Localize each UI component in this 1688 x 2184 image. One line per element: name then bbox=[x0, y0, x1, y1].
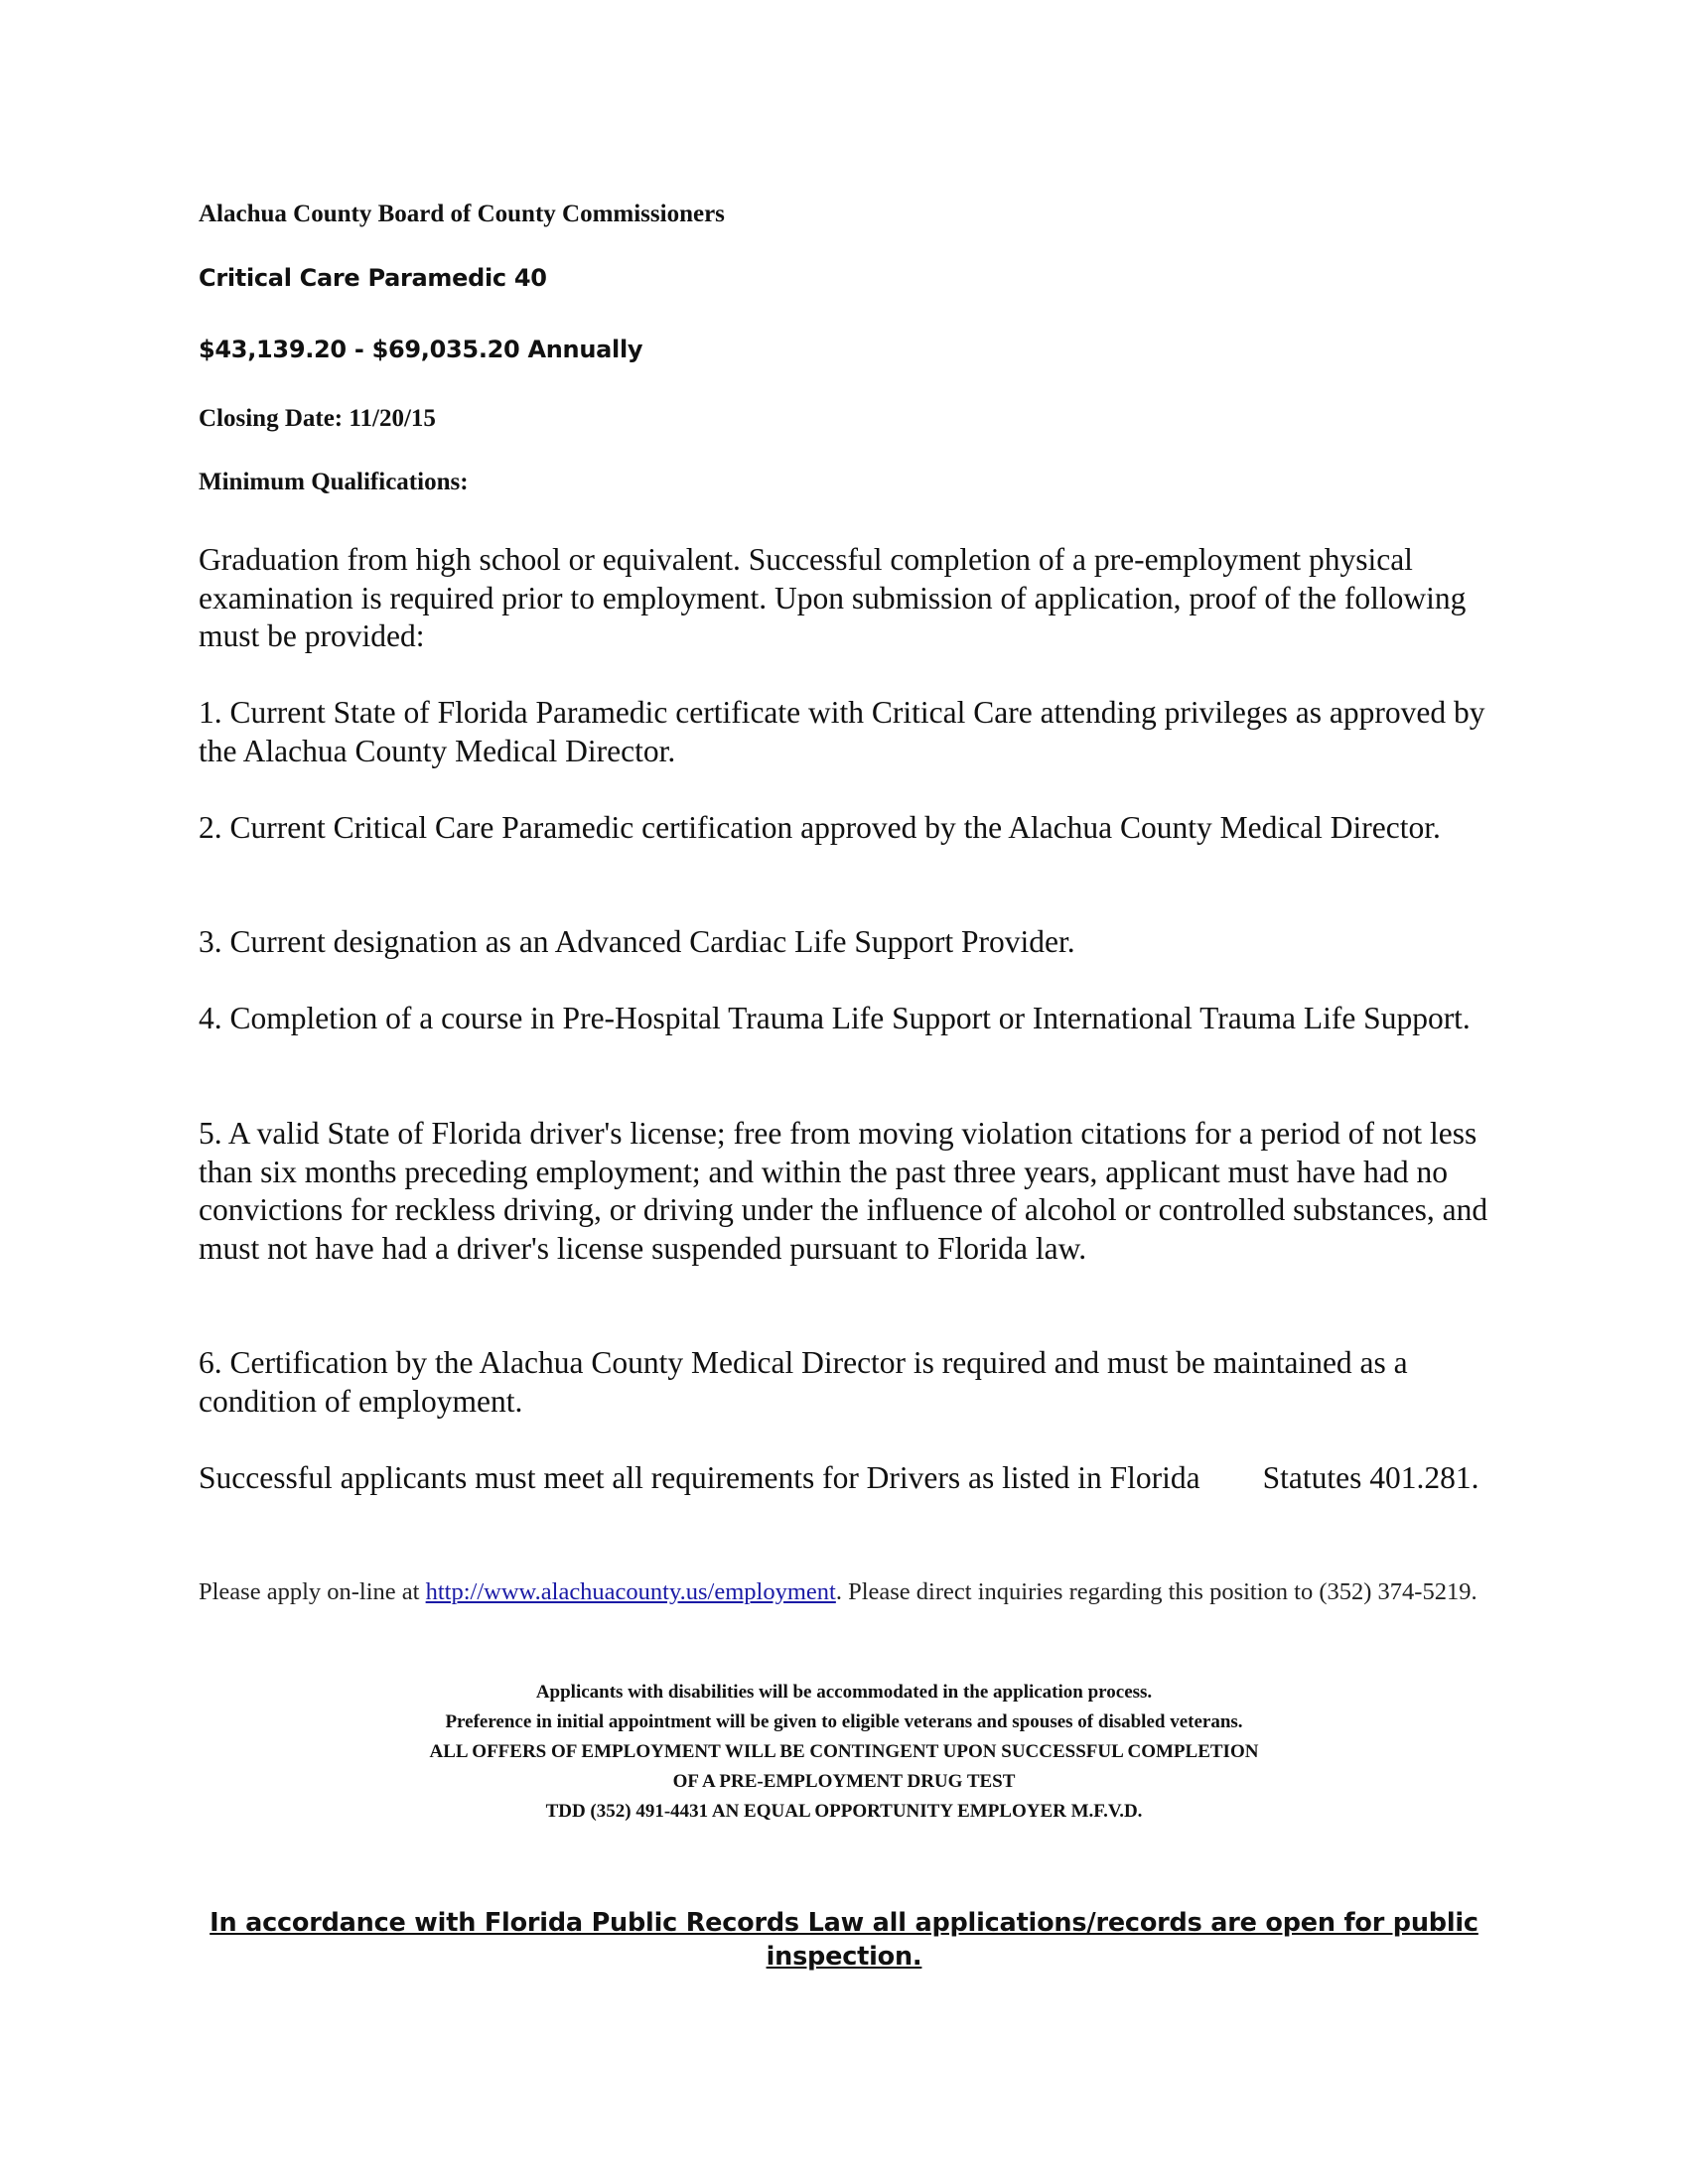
eeo-line-4: OF A PRE-EMPLOYMENT DRUG TEST bbox=[672, 1771, 1016, 1792]
qualification-item-5: 5. A valid State of Florida driver's license; free from moving violation citations for a period of not less than six months preceding employment; and within the past three years, applicant must have had no convictions for reckless driving, or driving under the influence of alcohol or controlled substances, and must not have had a driver's license suspended pursuant to Florida law. bbox=[199, 1116, 1488, 1266]
qualification-item-6: 6. Certification by the Alachua County Medical Director is required and must be maintained as a condition of employment. bbox=[199, 1345, 1408, 1419]
apply-prefix: Please apply on-line at bbox=[199, 1578, 426, 1605]
qualification-item-4: 4. Completion of a course in Pre-Hospital Trauma Life Support or International Trauma Life Support. bbox=[199, 1001, 1471, 1035]
public-records-notice: In accordance with Florida Public Records Law all applications/records are open for public inspection. bbox=[210, 1908, 1478, 1972]
organization-name: Alachua County Board of County Commissioners bbox=[199, 201, 725, 227]
statutes-note bbox=[199, 1459, 1509, 1498]
eeo-line-5: TDD (352) 491-4431 AN EQUAL OPPORTUNITY EMPLOYER M.F.V.D. bbox=[545, 1801, 1143, 1822]
qualification-item-1: 1. Current State of Florida Paramedic certificate with Critical Care attending privileges as approved by the Alachua County Medical Director. bbox=[199, 695, 1485, 768]
job-title: Critical Care Paramedic 40 bbox=[199, 264, 547, 292]
closing-date: Closing Date: 11/20/15 bbox=[199, 405, 436, 432]
eeo-line-2: Preference in initial appointment will be given to eligible veterans and spouses of disabled veterans. bbox=[445, 1711, 1243, 1732]
statutes-note-part1: Successful applicants must meet all requirements for Drivers as listed in Florida bbox=[199, 1460, 1200, 1495]
eeo-statement bbox=[199, 1678, 1489, 1827]
eeo-line-1: Applicants with disabilities will be accommodated in the application process. bbox=[535, 1682, 1153, 1703]
employment-link[interactable]: http://www.alachuacounty.us/employment bbox=[425, 1578, 836, 1605]
statutes-note-part2: Statutes 401.281. bbox=[1262, 1460, 1479, 1495]
apply-instructions bbox=[199, 1573, 1509, 1610]
salary-range: $43,139.20 - $69,035.20 Annually bbox=[199, 336, 643, 363]
apply-suffix: . Please direct inquiries regarding this position to (352) 374-5219. bbox=[835, 1578, 1477, 1605]
qualifications-intro: Graduation from high school or equivalent. Successful completion of a pre-employment physical examination is required prior to employment. Upon submission of application, proof of the following must be provided: bbox=[199, 542, 1467, 653]
qualification-item-3: 3. Current designation as an Advanced Cardiac Life Support Provider. bbox=[199, 924, 1075, 959]
eeo-line-3: ALL OFFERS OF EMPLOYMENT WILL BE CONTINGENT UPON SUCCESSFUL COMPLETION bbox=[429, 1741, 1259, 1762]
qualification-item-2: 2. Current Critical Care Paramedic certification approved by the Alachua County Medical Director. bbox=[199, 810, 1441, 845]
min-qualifications-heading: Minimum Qualifications: bbox=[199, 469, 469, 495]
